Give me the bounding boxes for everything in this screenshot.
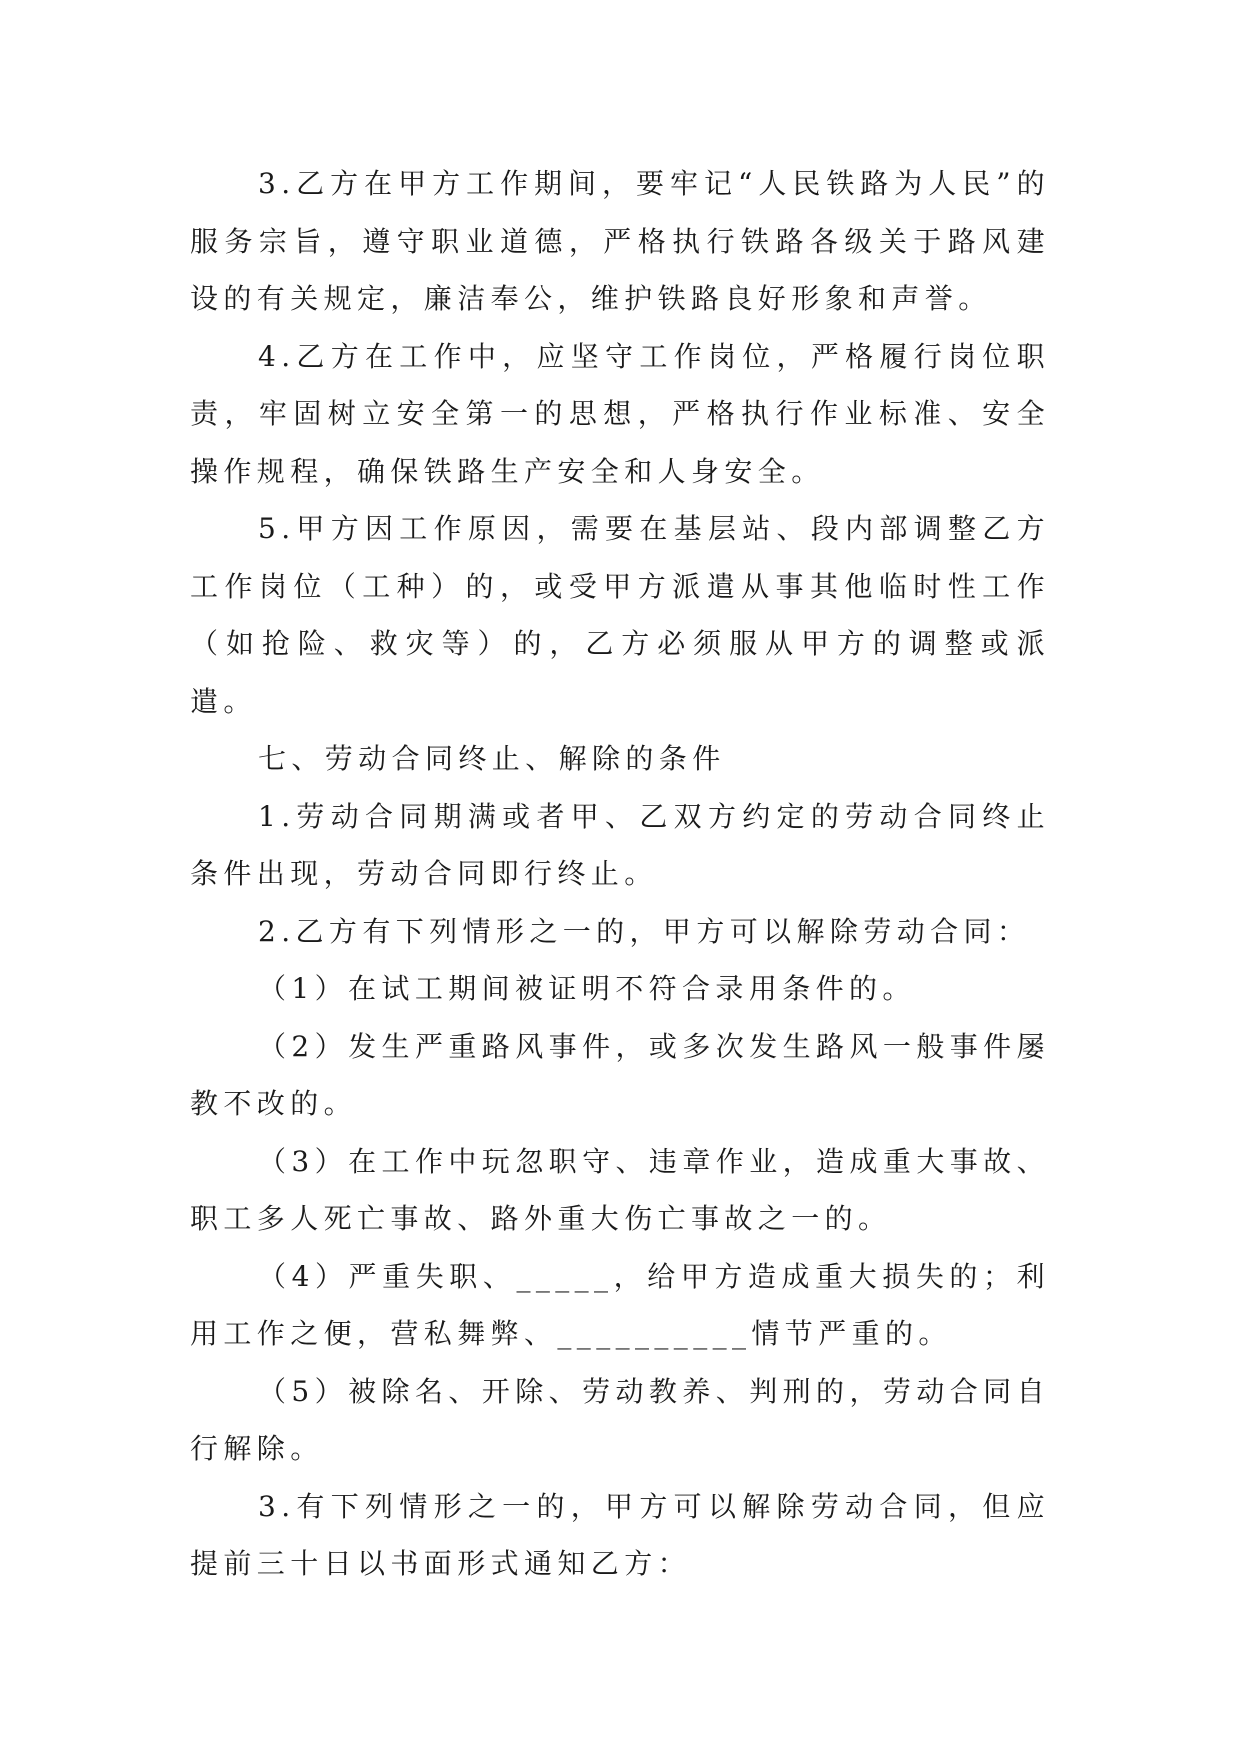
item-5-dismissal: （5）被除名、开除、劳动教养、判刑的，劳动合同自行解除。 [190, 1374, 1050, 1465]
item-1-probation: （1）在试工期间被证明不符合录用条件的。 [258, 972, 916, 1005]
clause-7-1-contract-termination: 1.劳动合同期满或者甲、乙双方约定的劳动合同终止条件出现，劳动合同即行终止。 [190, 799, 1050, 890]
clause-3-service-purpose: 3.乙方在甲方工作期间，要牢记“人民铁路为人民”的服务宗旨，遵守职业道德，严格执行铁路各级关于路风建设的有关规定，廉洁奉公，维护铁路良好形象和声誉。 [190, 167, 1050, 315]
clause-7-2-dismissal-conditions: 2.乙方有下列情形之一的，甲方可以解除劳动合同： [258, 914, 1031, 948]
item-4-dereliction: （4）严重失职、_____，给甲方造成重大损失的；利用工作之便，营私舞弊、__________情节严重的。 [190, 1259, 1050, 1350]
item-2-misconduct: （2）发生严重路风事件，或多次发生路风一般事件屡教不改的。 [190, 1029, 1050, 1120]
clause-5-job-adjustment: 5.甲方因工作原因，需要在基层站、段内部调整乙方工作岗位（工种）的，或受甲方派遣从事其他临时性工作（如抢险、救灾等）的，乙方必须服从甲方的调整或派遣。 [190, 512, 1050, 718]
clause-4-work-post: 4.乙方在工作中，应坚守工作岗位，严格履行岗位职责，牢固树立安全第一的思想，严格执行作业标准、安全操作规程，确保铁路生产安全和人身安全。 [190, 339, 1050, 488]
item-3-negligence: （3）在工作中玩忽职守、违章作业，造成重大事故、职工多人死亡事故、路外重大伤亡事故之一的。 [190, 1144, 1050, 1235]
section-7-heading: 七、劳动合同终止、解除的条件 [258, 742, 726, 775]
clause-7-3-notice-termination: 3.有下列情形之一的，甲方可以解除劳动合同，但应提前三十日以书面形式通知乙方： [190, 1489, 1050, 1580]
document-body [190, 155, 1050, 1593]
